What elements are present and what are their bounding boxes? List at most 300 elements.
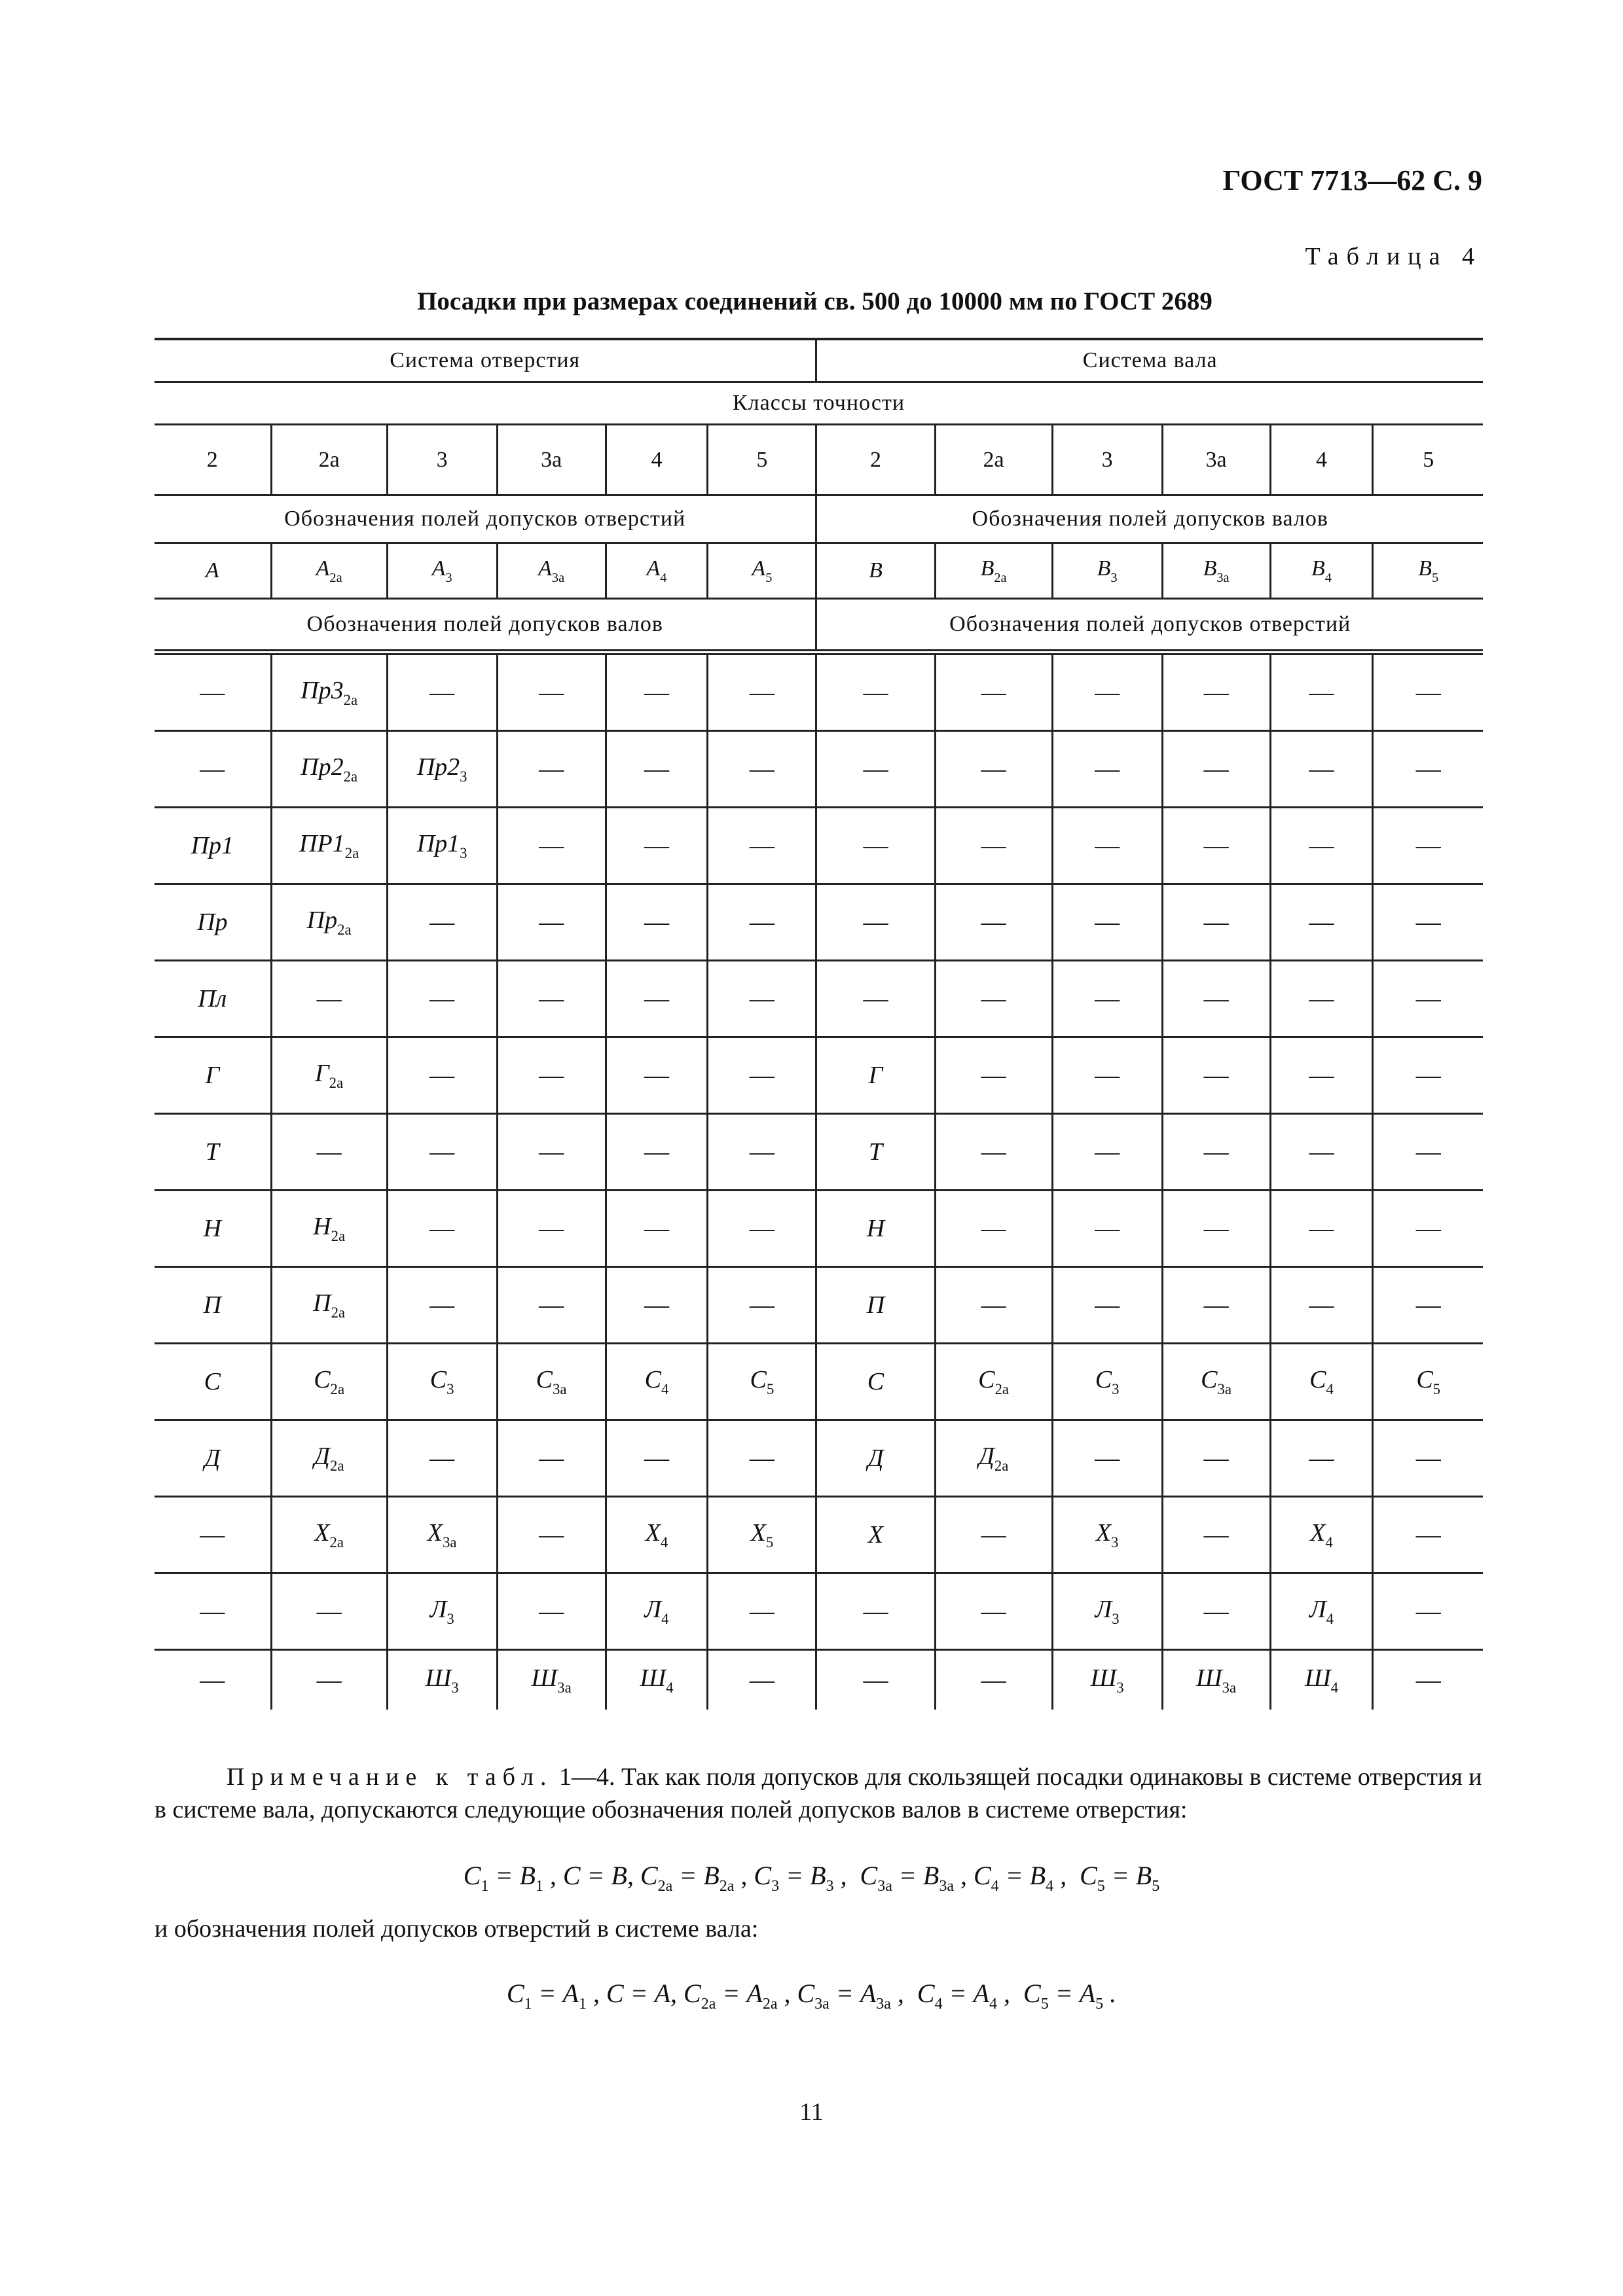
cell-symbol: Д xyxy=(867,1444,884,1472)
cell-subscript: 2а xyxy=(329,1458,344,1474)
table-cell xyxy=(606,1191,708,1267)
table-cell xyxy=(606,1267,708,1344)
cell-symbol: — xyxy=(863,1666,888,1694)
note-lead: Примечание к табл. xyxy=(227,1763,553,1791)
cell-symbol: — xyxy=(316,985,342,1013)
table-cell xyxy=(606,1497,708,1573)
cell-symbol: Х xyxy=(427,1519,443,1547)
cell-symbol: — xyxy=(644,1444,669,1472)
cell-symbol: — xyxy=(863,679,888,706)
table-cell xyxy=(271,731,387,808)
table-cell xyxy=(497,961,606,1037)
equation-symbol: В xyxy=(703,1861,720,1890)
table-cell xyxy=(1162,1497,1270,1573)
table-row xyxy=(155,1037,1483,1114)
cell-symbol: Д xyxy=(204,1444,221,1472)
cell-subscript: 4 xyxy=(1324,570,1332,585)
cell-symbol: — xyxy=(1309,908,1334,936)
cell-symbol: — xyxy=(1203,832,1229,859)
cell-symbol: П xyxy=(313,1289,331,1317)
table-cell xyxy=(1162,653,1270,731)
table-cell xyxy=(1270,653,1373,731)
cell-symbol: A xyxy=(316,556,330,581)
class-number-cell: 5 xyxy=(1373,425,1483,495)
table-cell xyxy=(387,1420,497,1497)
table-cell xyxy=(816,1573,935,1650)
equation-text: , С = В, xyxy=(543,1861,640,1890)
cell-symbol: — xyxy=(1415,1291,1441,1319)
cell-symbol: — xyxy=(749,832,775,859)
table-cell xyxy=(606,1420,708,1497)
cell-symbol: — xyxy=(429,1138,455,1166)
table-cell xyxy=(816,1497,935,1573)
cell-symbol: Л xyxy=(1309,1596,1326,1623)
table-cell xyxy=(816,653,935,731)
table-cell xyxy=(497,1344,606,1420)
equation-text: , xyxy=(734,1861,754,1890)
equation-subscript: 4 xyxy=(934,1996,943,2013)
table-cell xyxy=(816,1650,935,1710)
cell-symbol: — xyxy=(1203,1521,1229,1549)
cell-symbol: Х xyxy=(645,1519,661,1547)
cell-symbol: — xyxy=(539,1521,564,1549)
table-cell xyxy=(1373,653,1483,731)
table-cell xyxy=(708,808,816,884)
base-symbol-cell xyxy=(387,543,497,599)
table-cell xyxy=(816,884,935,961)
cell-symbol: Пр2 xyxy=(301,753,344,781)
table-cell xyxy=(1270,884,1373,961)
table-row xyxy=(155,1114,1483,1191)
cell-subscript: 2а xyxy=(331,1304,346,1321)
base-symbol-cell xyxy=(1373,543,1483,599)
equation-symbol: С xyxy=(684,1979,701,2008)
cell-symbol: — xyxy=(1309,985,1334,1013)
system-shaft-header: Система вала xyxy=(816,339,1483,382)
table-cell xyxy=(155,1650,271,1710)
equation-text: = xyxy=(779,1861,811,1890)
table-cell xyxy=(387,1037,497,1114)
cell-symbol: — xyxy=(539,679,564,706)
cell-symbol: — xyxy=(981,1062,1006,1089)
cell-symbol: — xyxy=(863,832,888,859)
cell-symbol: — xyxy=(1095,1444,1120,1472)
table-row xyxy=(155,1650,1483,1710)
base-symbol-cell xyxy=(935,543,1052,599)
table-cell xyxy=(1162,1650,1270,1710)
equation-subscript: 5 xyxy=(1152,1878,1160,1895)
equation-subscript: 5 xyxy=(1040,1996,1049,2013)
table-row xyxy=(155,653,1483,731)
cell-symbol: Пр xyxy=(306,906,338,934)
table-cell xyxy=(1162,1344,1270,1420)
cell-symbol: П xyxy=(866,1291,885,1319)
cell-symbol: С xyxy=(1416,1366,1433,1393)
table-cell xyxy=(155,1191,271,1267)
table-row xyxy=(155,1420,1483,1497)
table-cell xyxy=(1270,1573,1373,1650)
cell-symbol: Т xyxy=(868,1138,883,1166)
table-cell xyxy=(1373,884,1483,961)
cell-symbol: Л xyxy=(1095,1596,1112,1623)
cell-symbol: Д xyxy=(314,1443,330,1470)
table-cell xyxy=(1373,808,1483,884)
cell-symbol: — xyxy=(1095,1215,1120,1242)
equation-subscript: 3а xyxy=(814,1996,830,2013)
table-cell xyxy=(1052,1420,1162,1497)
cell-subscript: 4 xyxy=(1330,1679,1338,1696)
table-cell xyxy=(1270,1650,1373,1710)
cell-subscript: 5 xyxy=(765,570,773,585)
table-cell xyxy=(708,884,816,961)
table-cell xyxy=(387,884,497,961)
cell-subscript: 3а xyxy=(553,1381,567,1397)
cell-symbol: — xyxy=(1095,1291,1120,1319)
equation-text: , xyxy=(997,1979,1024,2008)
cell-symbol: Н xyxy=(313,1213,331,1240)
equation-subscript: 3а xyxy=(877,1878,892,1895)
cell-symbol: Г xyxy=(315,1060,329,1087)
equation-symbol: А xyxy=(562,1979,579,2008)
cell-symbol: — xyxy=(429,1291,455,1319)
cell-symbol: — xyxy=(1415,679,1441,706)
cell-symbol: — xyxy=(316,1666,342,1694)
cell-symbol: A xyxy=(538,556,552,581)
table-cell xyxy=(1373,1497,1483,1573)
table-cell xyxy=(708,961,816,1037)
class-number-cell: 2 xyxy=(155,425,271,495)
cell-symbol: Пр xyxy=(197,908,228,936)
cell-subscript: 3 xyxy=(1112,1381,1120,1397)
cell-symbol: Ш xyxy=(531,1664,558,1692)
table-cell xyxy=(1052,1344,1162,1420)
cell-symbol: A xyxy=(205,558,219,583)
cell-symbol: — xyxy=(644,908,669,936)
equation-text: , xyxy=(833,1861,860,1890)
cell-symbol: — xyxy=(316,1598,342,1625)
cell-symbol: — xyxy=(1415,832,1441,859)
table-cell xyxy=(935,1650,1052,1710)
cell-symbol: С xyxy=(867,1368,884,1395)
table-cell xyxy=(606,1344,708,1420)
table-cell xyxy=(1052,1191,1162,1267)
cell-symbol: Пр2 xyxy=(416,753,460,781)
table-cell xyxy=(1270,1037,1373,1114)
equation-symbol: С xyxy=(1080,1861,1097,1890)
equation-symbol: С xyxy=(754,1861,772,1890)
cell-symbol: — xyxy=(429,1444,455,1472)
table-cell xyxy=(497,884,606,961)
cell-symbol: — xyxy=(1415,1521,1441,1549)
cell-symbol: — xyxy=(1309,755,1334,783)
table-cell xyxy=(606,1037,708,1114)
table-cell xyxy=(1162,808,1270,884)
table-cell xyxy=(155,808,271,884)
cell-symbol: — xyxy=(749,1598,775,1625)
equation-subscript: 4 xyxy=(989,1996,998,2013)
table-cell xyxy=(497,653,606,731)
cell-subscript: 3 xyxy=(1112,1611,1120,1627)
cell-symbol: — xyxy=(1095,832,1120,859)
cell-symbol: — xyxy=(863,908,888,936)
cell-symbol: Ш xyxy=(1304,1664,1331,1692)
equation-text: = xyxy=(998,1861,1030,1890)
table-cell xyxy=(935,1037,1052,1114)
cell-symbol: С xyxy=(750,1366,767,1393)
cell-subscript: 3 xyxy=(1111,1534,1119,1551)
cell-subscript: 3а xyxy=(1216,570,1230,585)
cell-symbol: — xyxy=(1309,832,1334,859)
cell-symbol: — xyxy=(1415,755,1441,783)
cell-symbol: — xyxy=(539,985,564,1013)
equation-symbol: А xyxy=(746,1979,763,2008)
equation-subscript: 3 xyxy=(826,1878,834,1895)
table-row xyxy=(155,808,1483,884)
equation-text: , xyxy=(890,1979,917,2008)
equation-text: = xyxy=(532,1979,563,2008)
table-cell xyxy=(271,1650,387,1710)
cell-symbol: — xyxy=(1203,908,1229,936)
cell-symbol: Х xyxy=(1095,1519,1112,1547)
table-cell xyxy=(935,808,1052,884)
cell-symbol: — xyxy=(644,832,669,859)
table-cell xyxy=(816,1191,935,1267)
cell-symbol: A xyxy=(646,556,661,581)
class-number-cell: 3а xyxy=(497,425,606,495)
cell-symbol: — xyxy=(1203,1291,1229,1319)
cell-subscript: 2а xyxy=(330,1381,345,1397)
table-cell xyxy=(816,1114,935,1191)
base-symbol-cell xyxy=(1052,543,1162,599)
cell-symbol: ПР1 xyxy=(299,830,345,857)
cell-subscript: 2а xyxy=(329,1075,344,1091)
equation-text: = xyxy=(1104,1861,1136,1890)
equation-symbol: А xyxy=(973,1979,990,2008)
cell-symbol: — xyxy=(749,679,775,706)
equation-text: , xyxy=(953,1861,974,1890)
table-cell xyxy=(1270,961,1373,1037)
cell-symbol: Х xyxy=(750,1519,766,1547)
cell-symbol: — xyxy=(539,1444,564,1472)
table-cell xyxy=(1162,1037,1270,1114)
table-row xyxy=(155,731,1483,808)
cell-symbol: — xyxy=(1095,1138,1120,1166)
cell-symbol: — xyxy=(539,1291,564,1319)
accuracy-classes-header: Классы точности xyxy=(155,382,1483,425)
cell-symbol: Ш xyxy=(1195,1664,1222,1692)
cell-symbol: — xyxy=(1309,1291,1334,1319)
cell-symbol: — xyxy=(429,985,455,1013)
cell-symbol: — xyxy=(644,1215,669,1242)
cell-symbol: — xyxy=(644,1138,669,1166)
cell-symbol: С xyxy=(1309,1366,1326,1393)
cell-symbol: — xyxy=(1203,1598,1229,1625)
equation-symbol: С xyxy=(860,1861,878,1890)
table-cell xyxy=(271,653,387,731)
cell-symbol: — xyxy=(429,1215,455,1242)
equation-subscript: 2а xyxy=(657,1878,673,1895)
equation-subscript: 3а xyxy=(876,1996,891,2013)
cell-symbol: П xyxy=(203,1291,222,1319)
table-cell xyxy=(497,1497,606,1573)
equation-symbol: С xyxy=(917,1979,935,2008)
cell-symbol: — xyxy=(429,908,455,936)
equation-symbol: С xyxy=(973,1861,991,1890)
cell-symbol: — xyxy=(1415,1215,1441,1242)
cell-symbol: — xyxy=(539,1062,564,1089)
cell-symbol: — xyxy=(1203,755,1229,783)
equation-holes xyxy=(0,1978,1623,2013)
table-note xyxy=(155,1761,1483,1826)
table-cell xyxy=(155,1114,271,1191)
table-cell xyxy=(1162,884,1270,961)
cell-symbol: — xyxy=(749,1138,775,1166)
table-cell xyxy=(1373,1650,1483,1710)
table-cell xyxy=(816,1344,935,1420)
equation-text: . xyxy=(1103,1979,1117,2008)
table-cell xyxy=(708,1650,816,1710)
class-number-cell: 2а xyxy=(271,425,387,495)
table-cell xyxy=(1052,731,1162,808)
table-cell xyxy=(935,1497,1052,1573)
cell-subscript: 3а xyxy=(1217,1381,1232,1397)
cell-symbol: — xyxy=(981,1138,1006,1166)
cell-subscript: 3а xyxy=(1222,1679,1237,1696)
cell-symbol: — xyxy=(1309,679,1334,706)
cell-symbol: — xyxy=(1309,1062,1334,1089)
base-symbol-cell xyxy=(155,543,271,599)
cell-symbol: С xyxy=(204,1368,221,1395)
table-cell xyxy=(935,1573,1052,1650)
equation-subscript: 1 xyxy=(535,1878,543,1895)
equation-subscript: 2а xyxy=(701,1996,716,2013)
table-cell xyxy=(1052,1114,1162,1191)
cell-symbol: — xyxy=(1203,1138,1229,1166)
cell-symbol: — xyxy=(539,755,564,783)
table-cell xyxy=(1052,1650,1162,1710)
table-cell xyxy=(497,1650,606,1710)
cell-symbol: — xyxy=(644,679,669,706)
table-cell xyxy=(271,1114,387,1191)
table-cell xyxy=(155,1344,271,1420)
table-cell xyxy=(816,1037,935,1114)
lower-right-header: Обозначения полей допусков отверстий xyxy=(816,599,1483,653)
cell-subscript: 5 xyxy=(766,1381,775,1397)
system-hole-header: Система отверстия xyxy=(155,339,816,382)
cell-symbol: — xyxy=(200,679,225,706)
table-cell xyxy=(1373,1267,1483,1344)
cell-symbol: Г xyxy=(868,1062,883,1089)
table-cell xyxy=(708,1344,816,1420)
cell-subscript: 4 xyxy=(660,570,667,585)
cell-symbol: — xyxy=(429,679,455,706)
equation-text: = xyxy=(1048,1979,1080,2008)
cell-symbol: Х xyxy=(867,1521,884,1549)
cell-symbol: — xyxy=(429,1062,455,1089)
table-cell xyxy=(708,653,816,731)
equation-text: = xyxy=(829,1979,860,2008)
table-cell xyxy=(155,1573,271,1650)
equation-subscript: 1 xyxy=(578,1996,587,2013)
cell-symbol: — xyxy=(863,1598,888,1625)
table-cell xyxy=(708,1420,816,1497)
cell-subscript: 3 xyxy=(447,1611,454,1627)
table-cell xyxy=(816,1267,935,1344)
table-cell xyxy=(816,1420,935,1497)
equation-text: = xyxy=(892,1861,923,1890)
cell-symbol: — xyxy=(749,1062,775,1089)
cell-symbol: Н xyxy=(203,1215,222,1242)
shaft-fields-header: Обозначения полей допусков валов xyxy=(816,495,1483,543)
class-number-cell: 4 xyxy=(606,425,708,495)
equation-subscript: 3 xyxy=(771,1878,780,1895)
cell-symbol: — xyxy=(1309,1444,1334,1472)
cell-symbol: — xyxy=(1415,1138,1441,1166)
cell-symbol: — xyxy=(1415,1666,1441,1694)
cell-symbol: — xyxy=(644,755,669,783)
cell-subscript: 3 xyxy=(1110,570,1118,585)
table-cell xyxy=(155,961,271,1037)
table-label: Таблица 4 xyxy=(1305,243,1482,270)
class-number-cell: 3а xyxy=(1162,425,1270,495)
cell-symbol: B xyxy=(869,558,883,583)
lower-left-header: Обозначения полей допусков валов xyxy=(155,599,816,653)
table-cell xyxy=(1052,653,1162,731)
cell-symbol: С xyxy=(429,1366,447,1393)
cell-symbol: Т xyxy=(205,1138,219,1166)
cell-symbol: — xyxy=(981,679,1006,706)
cell-subscript: 2а xyxy=(994,1458,1009,1474)
equation-subscript: 2а xyxy=(719,1878,735,1895)
table-row xyxy=(155,884,1483,961)
cell-symbol: — xyxy=(1203,1062,1229,1089)
cell-subscript: 4 xyxy=(661,1611,669,1627)
cell-symbol: — xyxy=(1203,1444,1229,1472)
table-cell xyxy=(606,653,708,731)
cell-symbol: С xyxy=(978,1366,995,1393)
cell-symbol: — xyxy=(644,1291,669,1319)
table-cell xyxy=(387,808,497,884)
base-symbol-cell xyxy=(816,543,935,599)
table-cell xyxy=(1162,1420,1270,1497)
table-cell xyxy=(708,1191,816,1267)
cell-subscript: 5 xyxy=(1431,570,1439,585)
hole-fields-header: Обозначения полей допусков отверстий xyxy=(155,495,816,543)
table-cell xyxy=(1373,961,1483,1037)
table-cell xyxy=(1162,1114,1270,1191)
cell-symbol: B xyxy=(1097,556,1111,581)
cell-symbol: Ш xyxy=(425,1664,452,1692)
cell-symbol: Ш xyxy=(1090,1664,1117,1692)
cell-symbol: — xyxy=(981,755,1006,783)
table-cell xyxy=(387,1650,497,1710)
table-cell xyxy=(708,1267,816,1344)
cell-symbol: — xyxy=(749,1291,775,1319)
table-cell xyxy=(155,1420,271,1497)
table-cell xyxy=(606,884,708,961)
cell-symbol: С xyxy=(1095,1366,1112,1393)
table-cell xyxy=(1162,1267,1270,1344)
table-cell xyxy=(387,961,497,1037)
table-cell xyxy=(606,1573,708,1650)
cell-symbol: — xyxy=(863,985,888,1013)
cell-symbol: Пр3 xyxy=(301,677,344,704)
table-cell xyxy=(1162,731,1270,808)
table-cell xyxy=(1270,1191,1373,1267)
cell-subscript: 3а xyxy=(557,1679,572,1696)
table-cell xyxy=(497,1267,606,1344)
equation-text: = xyxy=(488,1861,520,1890)
